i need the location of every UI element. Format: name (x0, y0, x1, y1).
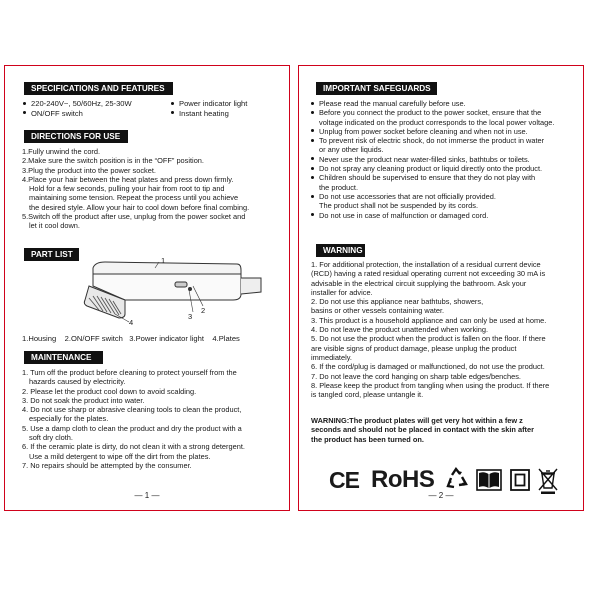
specs-column-2: Power indicator light Instant heating (171, 99, 247, 118)
manual-page-2 (298, 65, 584, 511)
safeguards-header: IMPORTANT SAFEGUARDS (313, 82, 437, 95)
ce-mark: CE (329, 466, 359, 493)
parts-legend: 1.Housing 2.ON/OFF switch 3.Power indicator light 4.Plates (22, 334, 240, 343)
maintenance-list: 1. Turn off the product before cleaning to protect yourself from the hazards caused by electricity. 2. Please let the product cool down to avoid scalding. 3. Do not soak the product into water. 4. Do not use sharp or abrasive cleaning tools to clean the product, especially for the plates. 5. Use a damp cloth to clean the product and dry the product with a soft dry cloth. 6. If the ceramic plate is dirty, do not clean it with a strong detergent. Use a mild detergent to wipe off the dirt from the plates. 7. No repairs should be attempted by the consumer. (22, 368, 245, 470)
warning-header: WARNING (313, 244, 365, 257)
warning-list: 1. For additional protection, the installation of a residual current device (RCD) having a rated residual operating current not exceeding 30 mA is advisable in the electrical circuit supplying the bathroom. Ask your installer for advice. 2. Do not use this appliance near bathtubs, showers, basins or other vessels containing water. 3. This product is a household appliance and can only be used at home. 4. Do not leave the product unattended when working. 5. Do not use the product when the product is fallen on the floor. If there are visible signs of product damage, please unplug the product immediately. 6. If the cord/plug is damaged or malfunctioned, do not use the product. 7. Do not leave the cord hanging on sharp table edges/benches. 8. Please keep the product from tangling when using the product. If there is tangled cord, please untangle it. (311, 260, 550, 400)
part-list-header: PART LIST (21, 248, 79, 261)
hair-straightener-diagram (65, 256, 265, 328)
manual-page-1 (4, 65, 290, 511)
page-number-2: — 2 — (428, 491, 454, 500)
directions-header: DIRECTIONS FOR USE (21, 130, 128, 143)
plates-hot-warning: WARNING:The product plates will get very hot within a few z seconds and should not be placed in contact with the skin after the product has been turned on. (311, 416, 534, 444)
callout-1: 1 (161, 256, 166, 265)
maintenance-header: MAINTENANCE (21, 351, 103, 364)
page-number-1: — 1 — (134, 491, 160, 500)
callout-4: 4 (129, 318, 134, 327)
specifications-header: SPECIFICATIONS AND FEATURES (21, 82, 173, 95)
callout-3: 3 (188, 312, 193, 321)
directions-list: 1.Fully unwind the cord. 2.Make sure the switch position is in the “OFF” position. 3.Plug the product into the power socket. 4.Place your hair between the heat plates and press down firmly. Hold for a few seconds, pulling your hair from root to tip and maintaining some tension. Repeat the process until you achieve the desired style. Allow your hair to cool down before final combing. 5.Switch off the product after use, unplug from the power socket and let it cool down. (22, 147, 250, 231)
rohs-mark: RoHS (371, 466, 435, 493)
on-off-switch-part (175, 282, 187, 287)
callout-2: 2 (201, 306, 206, 315)
specs-column-1: 220-240V~, 50/60Hz, 25-30W ON/OFF switch (23, 99, 132, 118)
safeguards-list: Please read the manual carefully before use. Before you connect the product to the power socket, ensure that the voltage indicated on the product corresponds to the local power voltage. Unplug from power socket before cleaning and when not in use. To prevent risk of electric shock, do not immerse the product in water or any other liquids. Never use the product near water-filled sinks, bathtubs or toilets. Do not spray any cleaning product or liquid directly onto the product. Children should be supervised to ensure that they do not play with the product. Do not use accessories that are not officially provided. The product shall not be suspended by its cords. Do not use in case of malfunction or damaged cord. (311, 99, 554, 220)
straightener-illustration (84, 262, 261, 322)
